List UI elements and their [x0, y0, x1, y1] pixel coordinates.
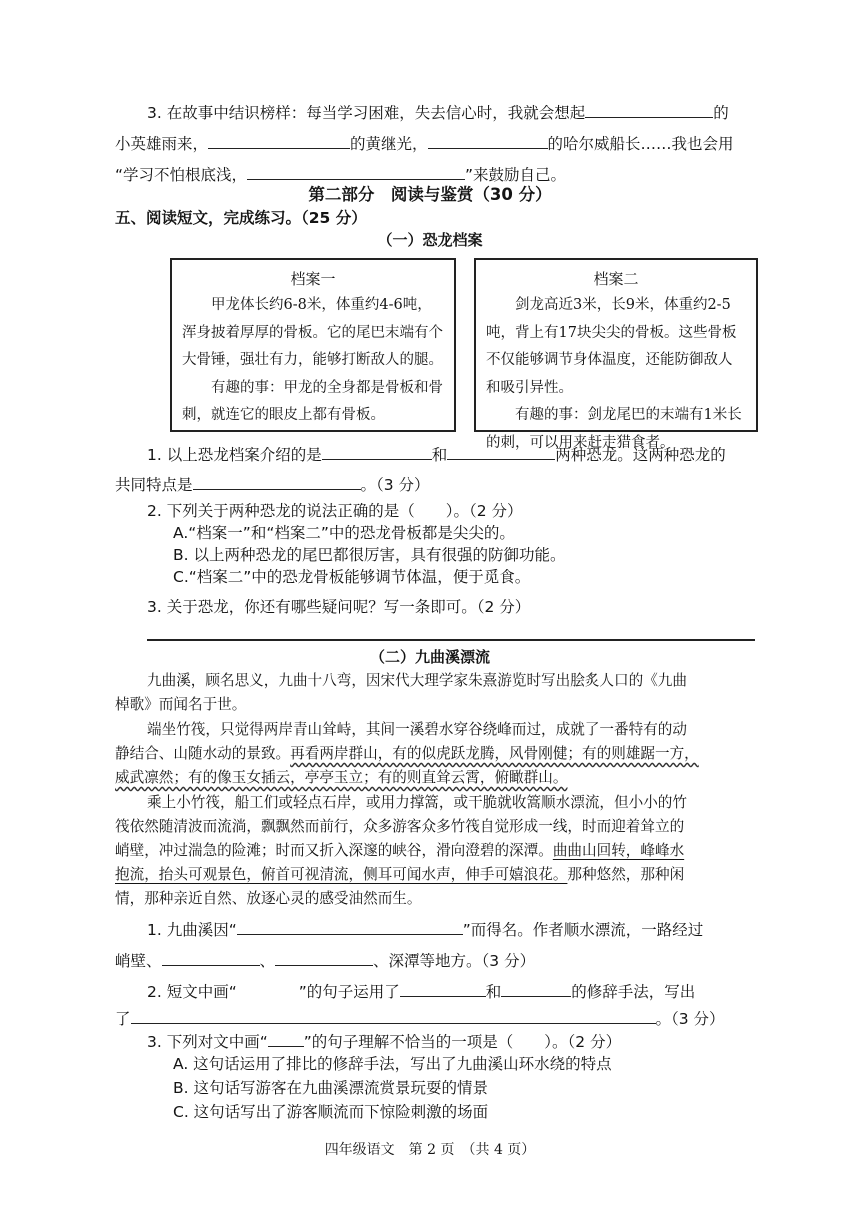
q-text: ”的句子理解不恰当的一项是（ ）。（2 分） [303, 1033, 622, 1051]
section5-heading: 五、阅读短文，完成练习。（25 分） [115, 209, 367, 227]
wavy-underlined-sentence: 威武凛然；有的像玉女插云，亭亭玉立；有的则直耸云霄，俯瞰群山。 [115, 769, 568, 786]
answer-blank[interactable] [585, 100, 713, 118]
passage-p2-line2 [115, 742, 699, 767]
answer-blank[interactable] [247, 162, 465, 180]
s2-q3-option-a[interactable]: A. 这句话运用了排比的修辞手法，写出了九曲溪山环水绕的特点 [173, 1055, 612, 1073]
underlined-sentence: 抱流，抬头可观景色，俯首可视清流，侧耳可闻水声，伸手可嬉浪花。 [115, 866, 568, 883]
passage-p1-line2: 棹歌》而闻名于世。 [115, 696, 247, 713]
page-footer: 四年级语文 第 2 页 （共 4 页） [324, 1142, 536, 1158]
wavy-mark-sample [237, 980, 299, 997]
s1-q2: 2. 下列关于两种恐龙的说法正确的是（ ）。（2 分） [147, 502, 523, 520]
answer-blank[interactable] [447, 442, 555, 460]
q-text: 和 [431, 446, 448, 464]
answer-blank[interactable] [400, 979, 486, 997]
q3-text: ”来鼓励自己。 [465, 166, 567, 184]
q3-text: 的黄继光， [350, 135, 428, 153]
q-text: 1. 九曲溪因“ [147, 921, 237, 939]
s1-q2-option-c[interactable]: C.“档案二”中的恐龙骨板能够调节体温，便于觅食。 [173, 568, 531, 586]
answer-blank[interactable] [162, 948, 260, 966]
answer-blank[interactable] [237, 917, 463, 935]
answer-blank[interactable] [193, 472, 361, 490]
passage-p3-line1: 乘上小竹筏，船工们或轻点石岸，或用力撑篙，或干脆就收篙顺水漂流，但小小的竹 [147, 794, 687, 811]
card-title: 档案二 [593, 270, 639, 288]
q-text: 2. 短文中画“ [147, 983, 237, 1001]
sub2-title: （二）九曲溪漂流 [369, 648, 490, 666]
q-text: 共同特点是 [115, 476, 193, 494]
answer-blank[interactable] [275, 948, 373, 966]
q-text: 两种恐龙。这两种恐龙的 [555, 446, 726, 464]
wavy-underlined-sentence: 再看两岸群山，有的似虎跃龙腾，风骨刚健；有的则雄踞一方， [290, 745, 699, 762]
q-text: 峭壁、 [115, 952, 162, 970]
q3-text: 的哈尔威船长……我也会用 [547, 135, 734, 153]
q-text: 。（3 分） [655, 1010, 725, 1028]
passage-p3-line5: 情，那种亲近自然、放逐心灵的感受油然而生。 [115, 890, 422, 907]
dino-card-1 [170, 258, 456, 432]
dino-card-2 [474, 258, 758, 451]
q-text: 、 [259, 952, 276, 970]
q3-text: “学习不怕根底浅， [115, 166, 248, 184]
q-text: 了 [115, 1010, 131, 1028]
card-title: 档案一 [290, 270, 336, 288]
q-text: 、深潭等地方。（3 分） [373, 952, 536, 970]
q3-text: 小英雄雨来， [115, 135, 209, 153]
q-text: 的修辞手法，写出 [571, 983, 696, 1001]
answer-blank[interactable] [428, 131, 548, 149]
passage-text: 那种悠然，那种闲 [567, 866, 685, 883]
q-text: 。（3 分） [360, 476, 430, 494]
card-fun-fact: 有趣的事：甲龙的全身都是骨板和骨刺，就连它的眼皮上都有骨板。 [182, 379, 443, 423]
q-text: ”而得名。作者顺水漂流，一路经过 [462, 921, 704, 939]
s2-q1-line2 [115, 948, 535, 972]
card-fun-fact: 有趣的事：剑龙尾巴的末端有1米长的刺，可以用来赶走猎食者。 [486, 407, 742, 451]
answer-blank[interactable] [131, 1006, 656, 1024]
s2-q3 [147, 1029, 621, 1053]
q-text: 3. 下列对文中画“ [147, 1033, 268, 1051]
passage-p1-line1: 九曲溪，顾名思义，九曲十八弯，因宋代大理学家朱熹游览时写出脍炙人口的《九曲 [147, 672, 687, 689]
s2-q2-line1 [147, 979, 695, 1003]
answer-blank[interactable] [501, 979, 571, 997]
passage-p3-line2: 筏依然随清波而流淌，飘飘然而前行，众多游客众多竹筏自觉形成一线，时而迎着耸立的 [115, 818, 685, 835]
q3-text-a: 3. 在故事中结识榜样：每当学习困难，失去信心时，我就会想起 [147, 104, 586, 122]
part2-title: 第二部分 阅读与鉴赏（30 分） [308, 185, 552, 204]
s2-q3-option-b[interactable]: B. 这句话写游客在九曲溪漂流赏景玩耍的情景 [173, 1079, 488, 1097]
answer-blank[interactable] [208, 131, 350, 149]
q3-line2 [115, 131, 734, 155]
q-text: 1. 以上恐龙档案介绍的是 [147, 446, 322, 464]
s1-q3: 3. 关于恐龙，你还有哪些疑问呢？写一条即可。（2 分） [147, 598, 531, 616]
s2-q2-line2 [115, 1006, 725, 1030]
q3-line3 [115, 162, 566, 186]
passage-p3-line4 [115, 863, 684, 888]
s2-q3-option-c[interactable]: C. 这句话写出了游客顺流而下惊险刺激的场面 [173, 1103, 489, 1121]
card-body: 剑龙高近3米，长9米，体重约2-5吨，背上有17块尖尖的骨板。这些骨板不仅能够调节身体温度，还能防御敌人和吸引异性。 [486, 297, 737, 396]
s2-q1-line1 [147, 917, 703, 941]
answer-line[interactable] [147, 639, 755, 641]
q-text: 和 [485, 983, 502, 1001]
q3-text-b: 的 [713, 104, 729, 122]
card-body: 甲龙体长约6-8米，体重约4-6吨，浑身披着厚厚的骨板。它的尾巴末端有个大骨锤，强壮有力，能够打断敌人的腿。 [182, 297, 443, 368]
passage-p3-line3 [115, 839, 684, 864]
s1-q2-option-b[interactable]: B. 以上两种恐龙的尾巴都很厉害，具有很强的防御功能。 [173, 546, 566, 564]
q3-line1 [147, 100, 729, 124]
q-text: ”的句子运用了 [298, 983, 400, 1001]
answer-blank[interactable] [322, 442, 432, 460]
passage-p2-line1: 端坐竹筏，只觉得两岸青山耸峙，其间一溪碧水穿谷绕峰而过，成就了一番特有的动 [147, 721, 687, 738]
sub1-title: （一）恐龙档案 [377, 231, 483, 249]
underline-mark-sample [268, 1029, 304, 1047]
s1-q1-line1 [147, 442, 726, 466]
passage-text: 静结合、山随水动的景致。 [115, 745, 291, 762]
s1-q1-line2 [115, 472, 430, 496]
passage-text: 峭壁，冲过湍急的险滩；时而又折入深邃的峡谷，滑向澄碧的深潭。 [115, 842, 553, 859]
s1-q2-option-a[interactable]: A.“档案一”和“档案二”中的恐龙骨板都是尖尖的。 [173, 524, 515, 542]
passage-p2-line3 [115, 766, 567, 791]
underlined-sentence: 曲曲山回转，峰峰水 [552, 842, 685, 859]
